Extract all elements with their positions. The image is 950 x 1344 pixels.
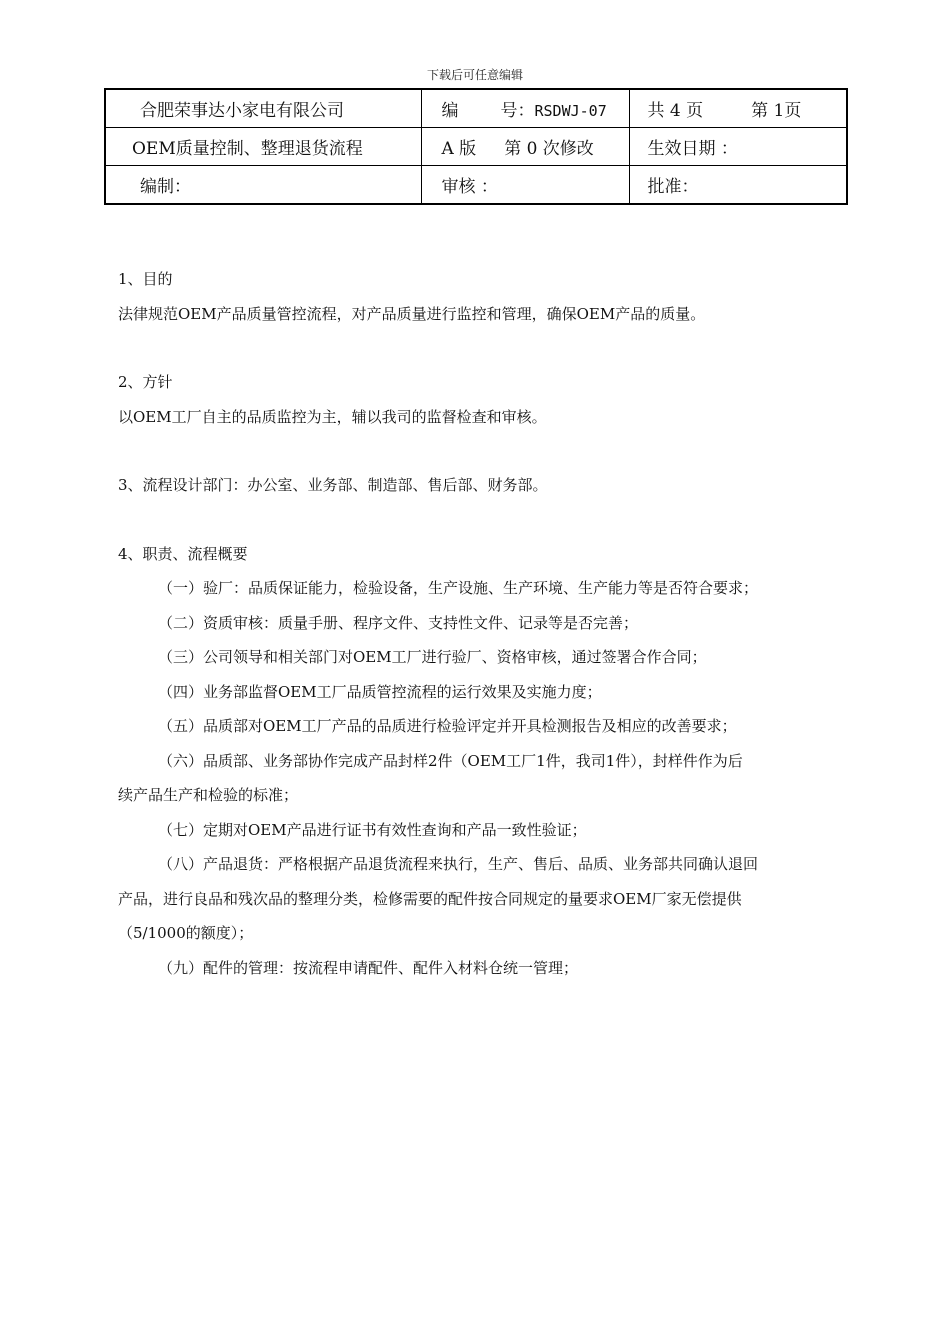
version-label: A 版 [441,139,477,159]
list-item: （五）品质部对OEM工厂产品的品质进行检验评定并开具检测报告及相应的改善要求； [158,717,737,735]
doc-code-cell [421,89,629,128]
effective-date-label: 生效日期 ： [629,128,847,166]
list-item: （九）配件的管理：按流程申请配件、配件入材料仓统一管理； [158,958,579,977]
top-note: 下载后可任意编辑 [426,68,523,82]
header-row-3 [105,166,847,205]
list-item-continuation: （5/1000的额度）； [118,924,254,942]
list-item: （六）品质部、业务部协作完成产品封样2件（OEM工厂1件，我司1件），封样件作为后 [158,751,743,770]
document-body [118,262,836,985]
doc-code-value: RSDWJ-07 [534,102,607,120]
section-2-title: 2、方针 [118,373,173,391]
section-1-body: 法律规范OEM产品质量管控流程，对产品质量进行监控和管理，确保OEM产品的质量。 [118,304,706,323]
reviewed-by-label: 审核 ： [421,166,629,205]
header-row-1 [105,89,847,128]
section-1-title: 1、目的 [118,270,173,288]
list-item-continuation: 续产品生产和检验的标准； [118,786,299,804]
section-2-body: 以OEM工厂自主的品质监控为主，辅以我司的监督检查和审核。 [118,407,547,426]
doc-code-label: 编 [441,101,459,121]
list-item: （三）公司领导和相关部门对OEM工厂进行验厂、资格审核，通过签署合作合同； [158,648,707,666]
list-item-continuation: 产品，进行良品和残次品的整理分类，检修需要的配件按合同规定的量要求OEM厂家无偿提供 [118,889,742,908]
section-4-title: 4、职责、流程概要 [118,544,248,563]
list-item: （八）产品退货：严格根据产品退货流程来执行，生产、售后、品质、业务部共同确认退回 [158,855,759,873]
page-count-cell [629,89,847,128]
doc-title: OEM质量控制、整理退货流程 [105,128,421,166]
approved-by-label: 批准： [629,166,847,205]
total-pages: 共 4 页 [647,101,704,121]
header-row-2 [105,128,847,166]
list-item: （四）业务部监督OEM工厂品质管控流程的运行效果及实施力度； [158,682,602,701]
doc-code-label-2: 号： [500,101,535,121]
revision-label: 第 0 次修改 [504,139,594,159]
company-name: 合肥荣事达小家电有限公司 [105,89,421,128]
version-cell [421,128,629,166]
list-item: （二）资质审核：质量手册、程序文件、支持性文件、记录等是否完善； [158,613,639,632]
current-page: 第 1页 [751,101,802,121]
document-header-table [104,88,848,205]
list-item: （七）定期对OEM产品进行证书有效性查询和产品一致性验证； [158,820,587,839]
prepared-by-label: 编制： [105,166,421,205]
section-3-title: 3、流程设计部门：办公室、业务部、制造部、售后部、财务部。 [118,476,548,494]
list-item: （一）验厂：品质保证能力，检验设备，生产设施、生产环境、生产能力等是否符合要求； [158,579,759,597]
